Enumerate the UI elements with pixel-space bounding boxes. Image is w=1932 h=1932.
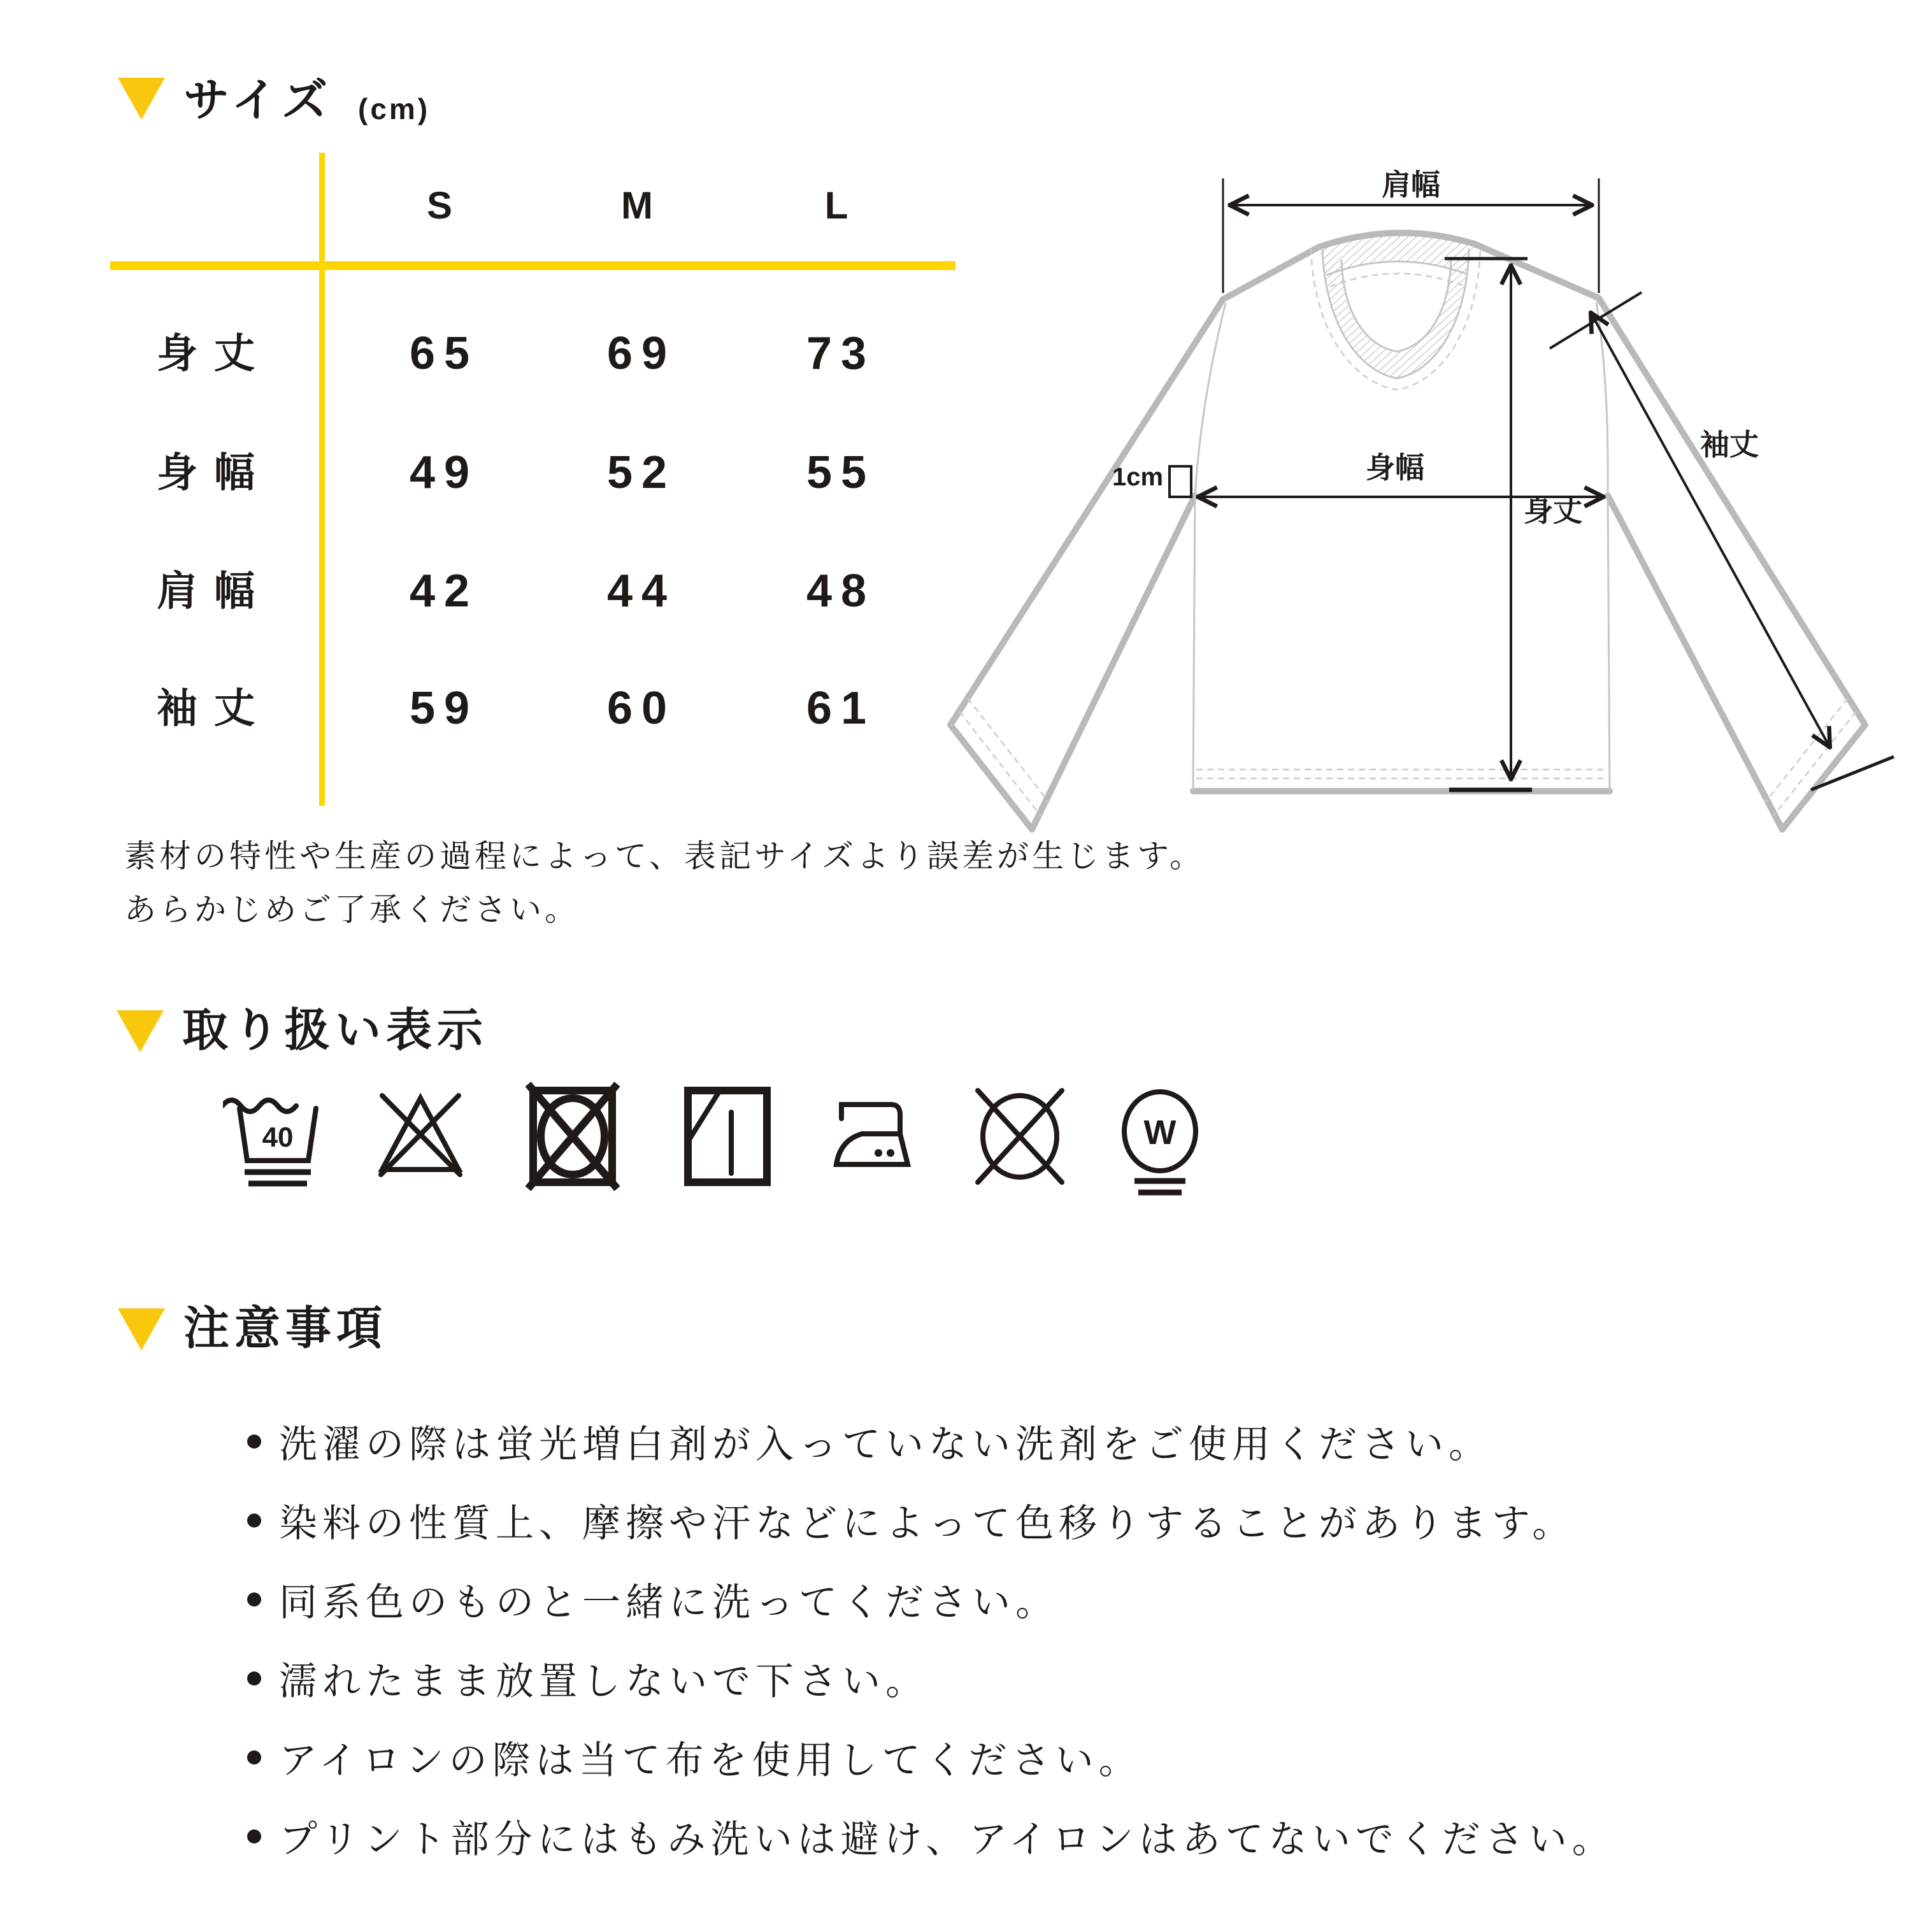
cell-body-width-m: 52 [606,447,676,498]
caution-item [247,1402,1615,1481]
care-section-title: 取り扱い表示 [182,1005,489,1056]
care-symbols-row [223,1070,1370,1210]
column-header-l: L [824,184,848,227]
size-note-line-1: 素材の特性や生産の過程によって、表記サイズより誤差が生じます。 [124,838,1205,874]
size-note-line-2: あらかじめご了承ください。 [124,892,580,927]
caution-text: 染料の性質上、摩擦や汗などによって色移りすることがあります。 [279,1502,1576,1545]
sleeve-length-label: 袖丈 [1700,428,1759,461]
line-dry-in-shade-icon [688,1091,767,1182]
cell-body-length-s: 65 [409,328,479,379]
caution-section-title: 注意事項 [183,1303,388,1354]
bullet-dot-icon [247,1829,261,1843]
shoulder-width-label: 肩幅 [1382,168,1440,201]
shirt-measurement-diagram [911,159,1930,892]
bullet-dot-icon [247,1435,261,1449]
table-vertical-rule [319,153,325,806]
column-header-s: S [426,184,453,227]
cell-shoulder-width-l: 48 [806,566,876,617]
caution-text: プリント部分にはもみ洗いは避け、アイロンはあてないでください。 [279,1818,1615,1861]
cell-sleeve-length-l: 61 [806,683,876,734]
cell-body-width-s: 49 [409,447,479,498]
seam-allowance-label: 1cm [1112,463,1164,491]
shirt-outline [950,233,1865,829]
seam-allowance-square [1170,466,1191,497]
caution-text: 同系色のものと一緒に洗ってください。 [279,1581,1059,1624]
body-width-dimension [1112,451,1603,497]
svg-text:W: W [1143,1113,1177,1152]
cell-sleeve-length-s: 59 [409,683,479,734]
size-section-title: サイズ [183,75,333,126]
section-marker-triangle-icon [118,1308,165,1350]
table-horizontal-rule [110,261,955,270]
row-label-shoulder-width: 肩幅 [157,568,271,614]
cell-shoulder-width-m: 44 [606,566,676,617]
do-not-tumble-dry-icon [528,1084,617,1189]
cell-body-width-l: 55 [806,447,876,498]
row-label-sleeve-length: 袖丈 [157,685,271,731]
body-width-label: 身幅 [1366,451,1424,484]
caution-item [247,1797,1615,1876]
caution-item [247,1718,1615,1797]
bullet-dot-icon [247,1592,261,1606]
stitch-lines [959,246,1856,816]
row-label-body-width: 身幅 [157,450,271,496]
cell-shoulder-width-s: 42 [409,566,479,617]
body-length-dimension [1445,259,1582,790]
wash-40-gentle-icon [223,1100,316,1184]
column-header-m: M [621,184,653,227]
caution-item [247,1639,1615,1718]
size-unit-label: (cm) [358,92,431,125]
row-label-body-length: 身丈 [157,331,271,376]
body-length-label: 身丈 [1524,494,1582,527]
bullet-dot-icon [247,1750,261,1764]
caution-list [247,1402,1615,1876]
bullet-dot-icon [247,1513,261,1528]
section-marker-triangle-icon [118,78,165,120]
caution-item [247,1560,1615,1639]
cell-sleeve-length-m: 60 [606,683,676,734]
cell-body-length-l: 73 [806,328,876,379]
caution-text: 濡れたまま放置しないで下さい。 [279,1660,929,1703]
caution-text: アイロンの際は当て布を使用してください。 [279,1739,1142,1782]
cell-body-length-m: 69 [606,328,676,379]
do-not-bleach-icon [381,1096,460,1175]
do-not-dry-clean-icon [978,1091,1062,1182]
caution-text: 洗濯の際は蛍光増白剤が入っていない洗剤をご使用ください。 [279,1423,1492,1466]
section-marker-triangle-icon [117,1010,164,1052]
wet-clean-gentle-icon [1124,1092,1196,1192]
iron-medium-icon [836,1105,908,1164]
caution-item [247,1481,1615,1560]
bullet-dot-icon [247,1671,261,1685]
svg-text:40: 40 [262,1122,294,1153]
